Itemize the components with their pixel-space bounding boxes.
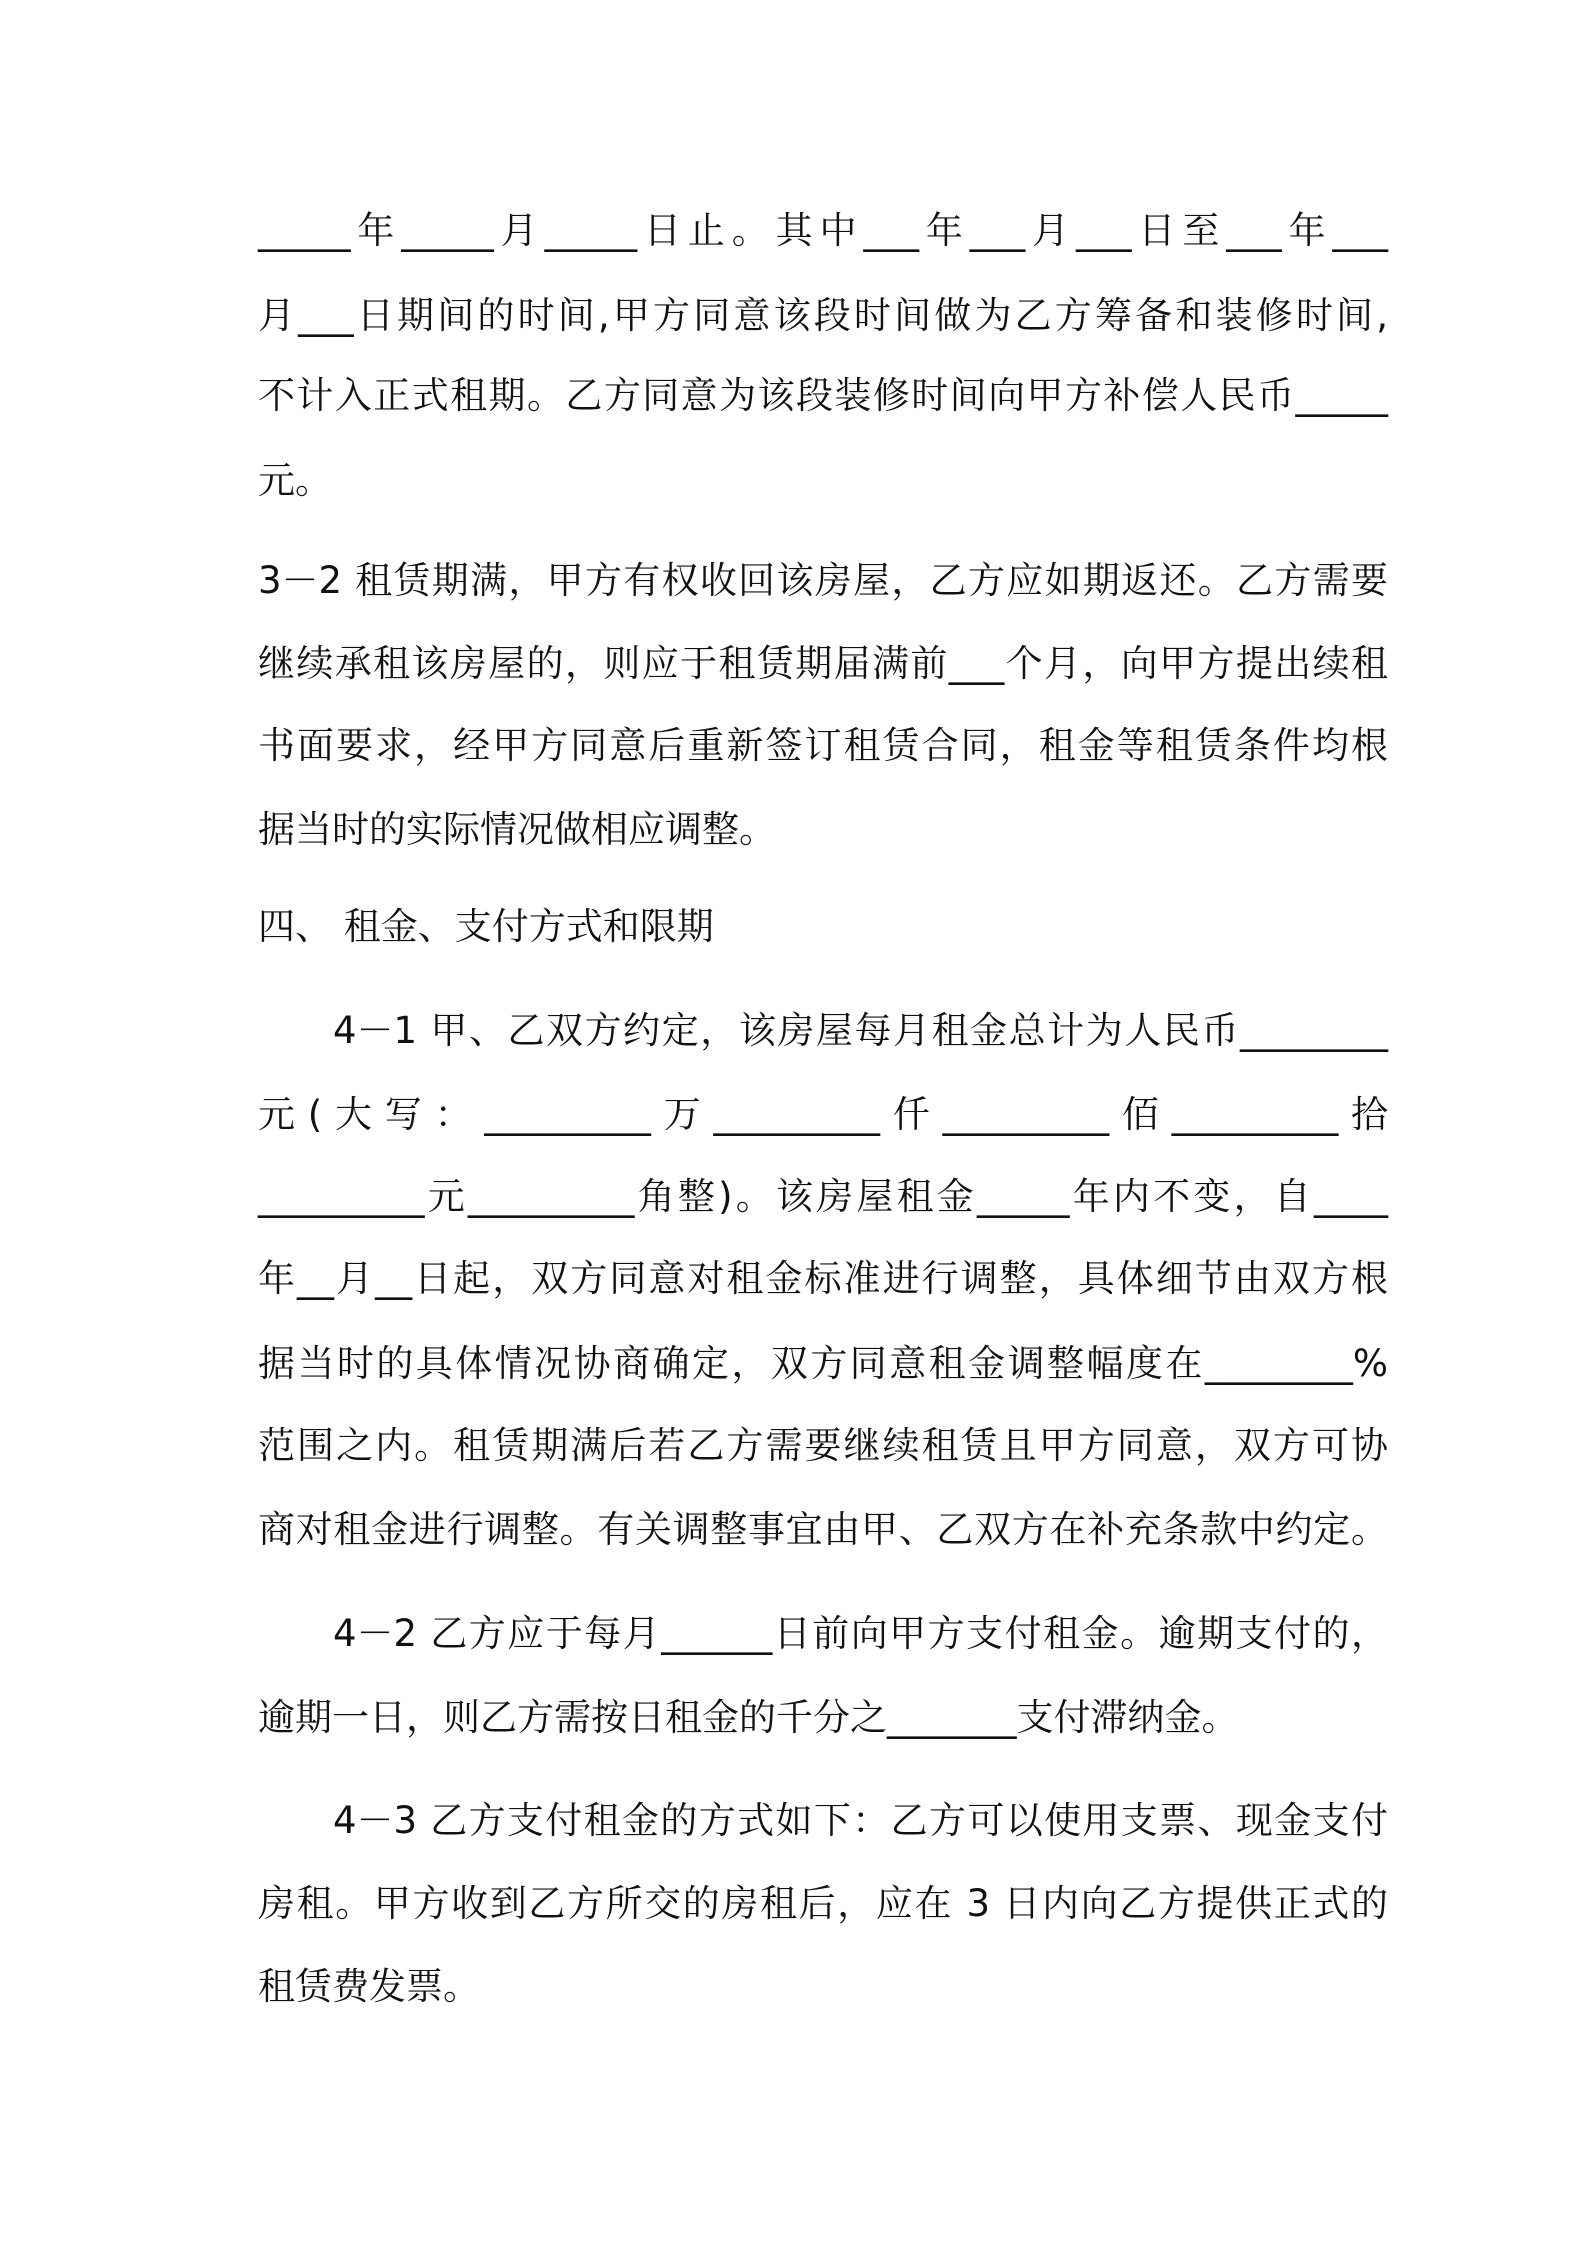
text-line: 年__月__日起，双方同意对租金标准进行调整，具体细节由双方根 <box>258 1257 1388 1300</box>
text-line: 租赁费发票。 <box>258 1965 480 2008</box>
text-line: _____年_____月_____日止。其中___年___月___日至___年___ <box>258 209 1388 252</box>
section-heading: 四、 租金、支付方式和限期 <box>258 905 714 948</box>
text-line: 月___日期间的时间,甲方同意该段时间做为乙方筹备和装修时间, <box>258 294 1388 337</box>
text-line: 元(大写：_________万_________仟_________佰_________拾 <box>258 1093 1388 1136</box>
text-line: 元。 <box>258 459 332 502</box>
text-line: 据当时的具体情况协商确定，双方同意租金调整幅度在________% <box>258 1342 1388 1385</box>
text-line: 房租。甲方收到乙方所交的房租后，应在 3 日内向乙方提供正式的 <box>258 1882 1388 1925</box>
text-line: 书面要求，经甲方同意后重新签订租赁合同，租金等租赁条件均根 <box>258 724 1388 767</box>
text-line: 3－2 租赁期满，甲方有权收回该房屋，乙方应如期返还。乙方需要 <box>258 559 1388 602</box>
text-line: 据当时的实际情况做相应调整。 <box>258 808 776 851</box>
text-line: _________元_________角整)。该房屋租金_____年内不变，自____ <box>258 1175 1388 1218</box>
text-line: 4－2 乙方应于每月______日前向甲方支付租金。逾期支付的， <box>333 1612 1388 1655</box>
text-line: 4－3 乙方支付租金的方式如下：乙方可以使用支票、现金支付 <box>333 1799 1388 1842</box>
text-line: 逾期一日，则乙方需按日租金的千分之_______支付滞纳金。 <box>258 1696 1239 1739</box>
text-line: 继续承租该房屋的，则应于租赁期届满前___个月，向甲方提出续租 <box>258 642 1388 685</box>
text-line: 不计入正式租期。乙方同意为该段装修时间向甲方补偿人民币_____ <box>258 374 1388 417</box>
text-line: 4－1 甲、乙双方约定，该房屋每月租金总计为人民币________ <box>333 1009 1388 1052</box>
text-line: 范围之内。租赁期满后若乙方需要继续租赁且甲方同意，双方可协 <box>258 1424 1388 1467</box>
text-line: 商对租金进行调整。有关调整事宜由甲、乙双方在补充条款中约定。 <box>258 1508 1388 1551</box>
